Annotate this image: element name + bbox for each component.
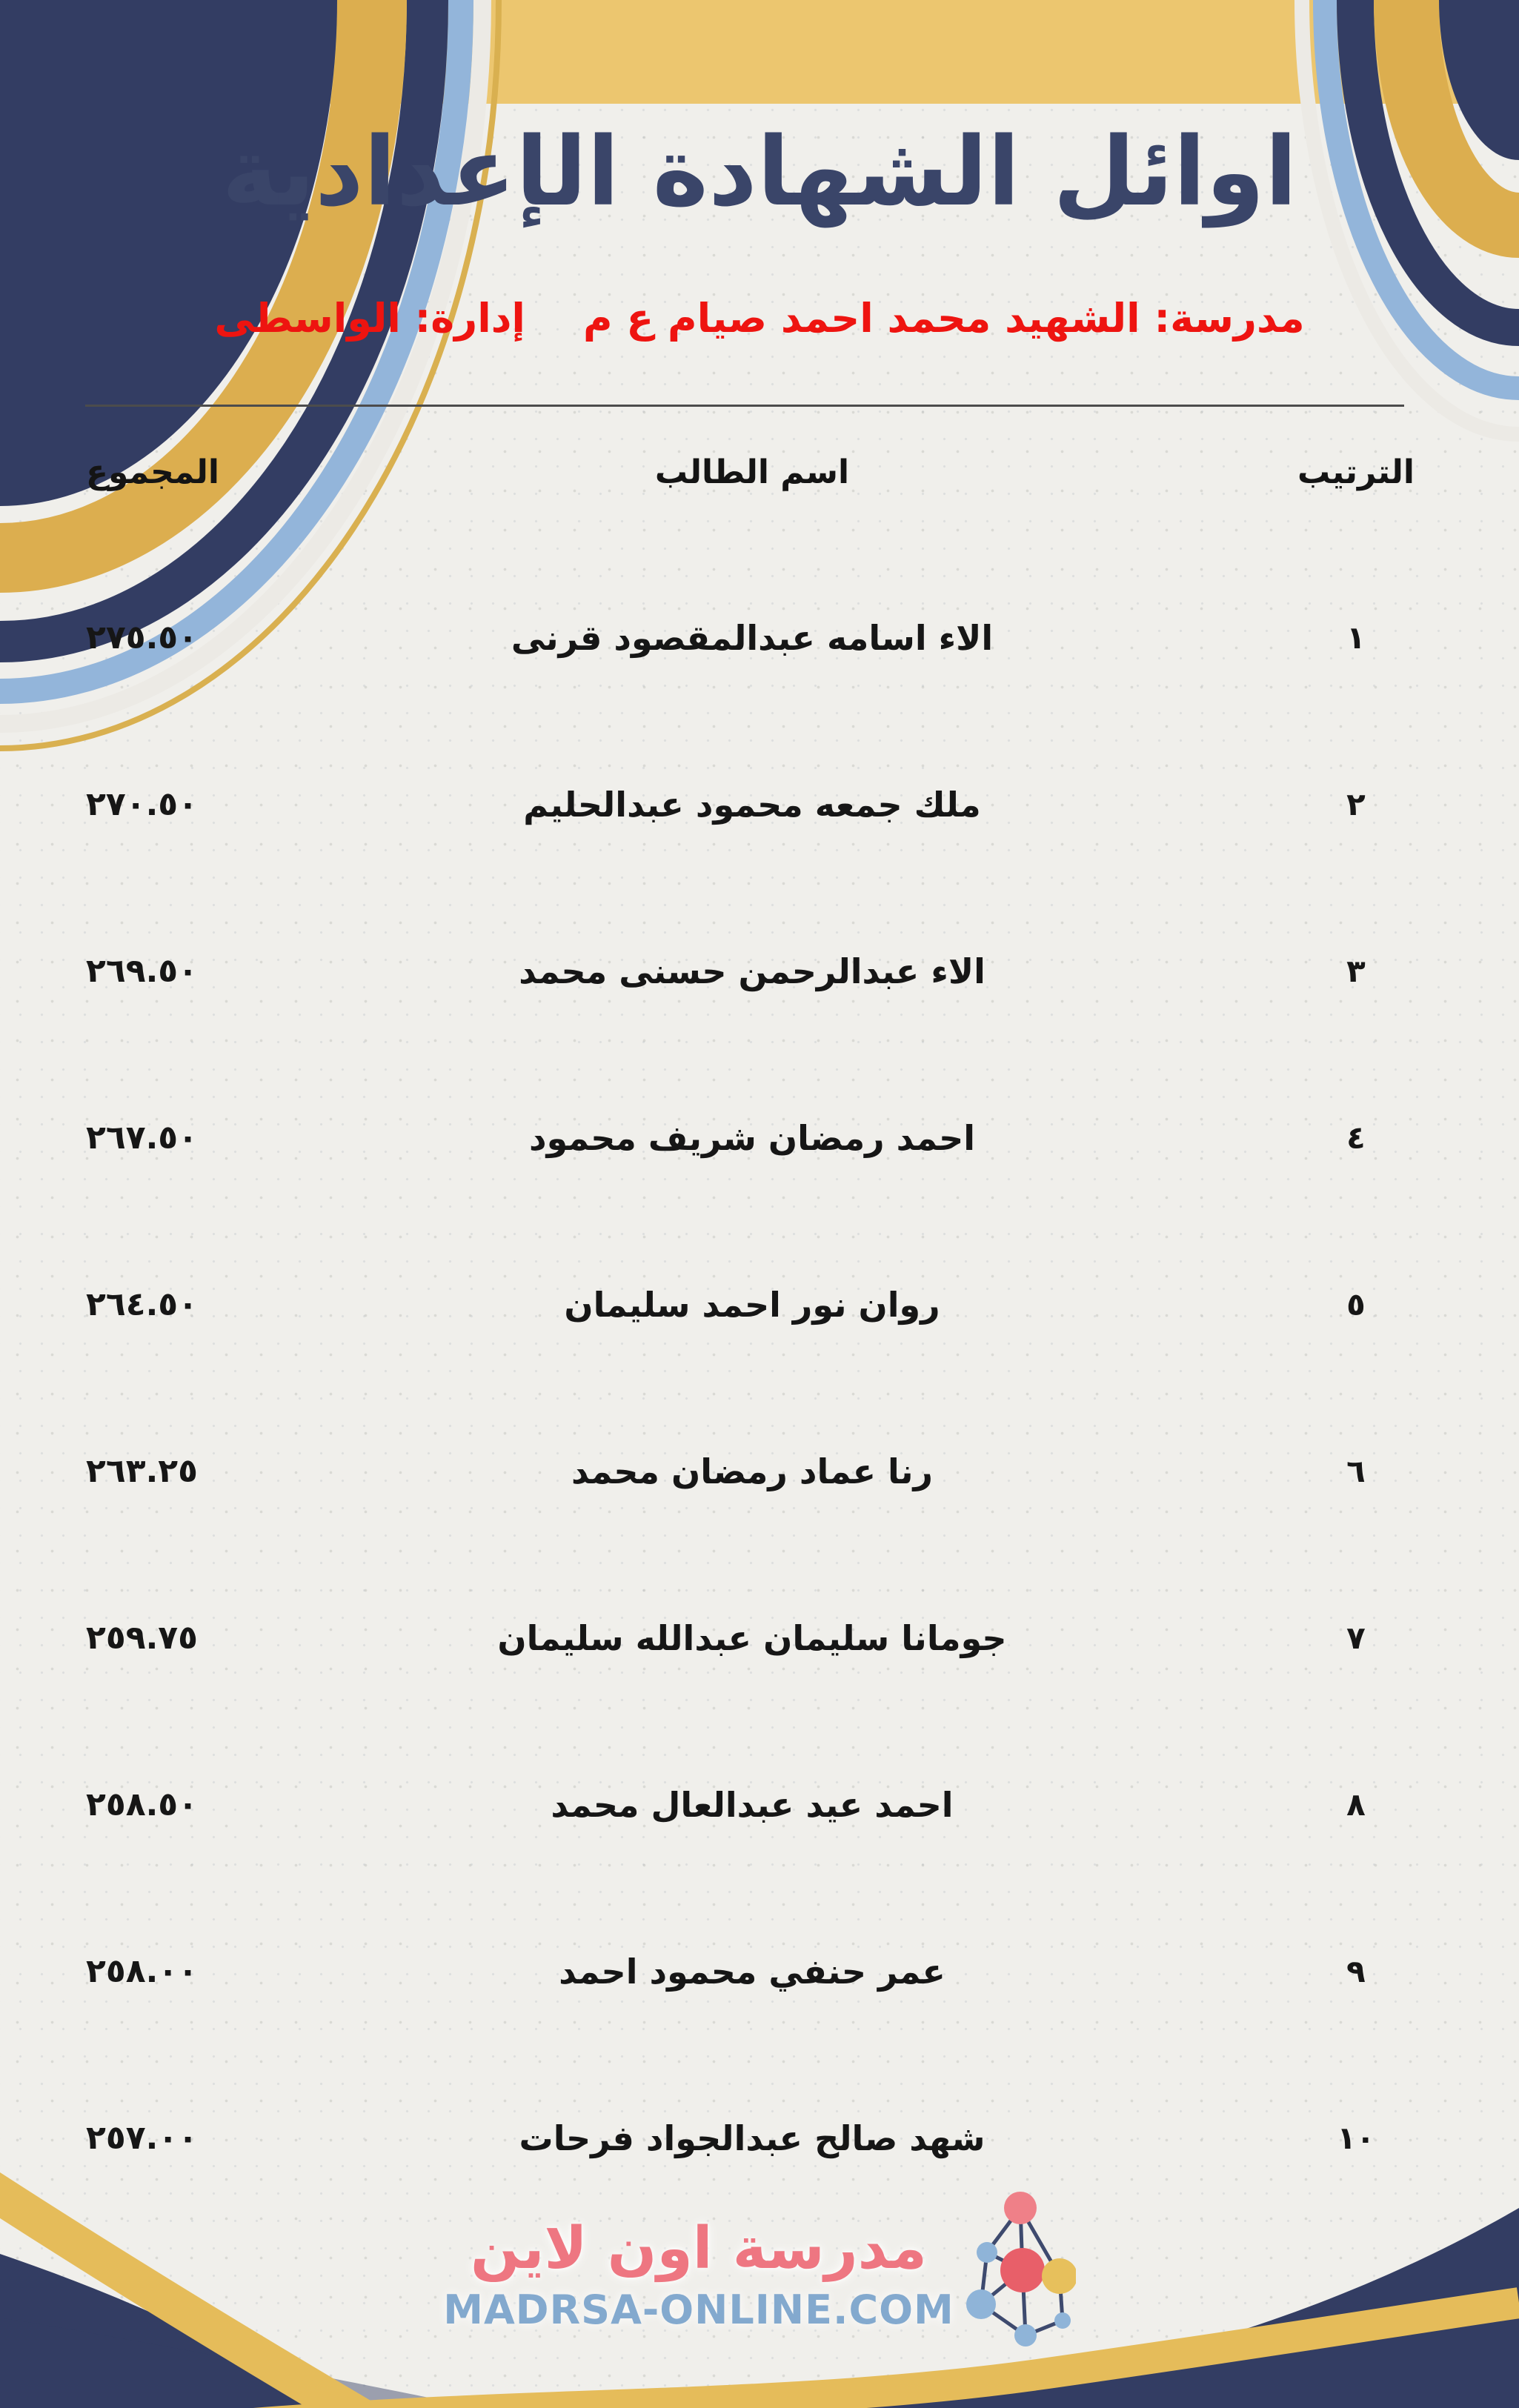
total-cell: ٢٦٤.٥٠	[86, 1286, 198, 1323]
rank-cell: ٦	[1346, 1453, 1366, 1489]
rank-cell: ١٠	[1337, 2120, 1375, 2156]
student-name-cell: رنا عماد رمضان محمد	[571, 1451, 934, 1491]
table-row	[0, 1388, 1519, 1554]
school-label: مدرسة: الشهيد محمد احمد صيام ع م	[582, 295, 1305, 342]
student-name-cell: الاء عبدالرحمن حسنى محمد	[519, 951, 985, 991]
rank-cell: ١	[1346, 619, 1366, 656]
table-row	[0, 1721, 1519, 1888]
logo-domain: MADRSA-ONLINE.COM	[443, 2286, 954, 2333]
rank-cell: ٣	[1346, 953, 1366, 989]
admin-label: إدارة: الواسطى	[214, 295, 525, 342]
network-icon	[965, 2187, 1076, 2361]
rank-cell: ٥	[1346, 1286, 1366, 1323]
total-cell: ٢٦٩.٥٠	[86, 952, 198, 990]
table-row	[0, 1554, 1519, 1721]
name-header: اسم الطالب	[654, 453, 850, 491]
student-name-cell: احمد عيد عبدالعال محمد	[551, 1784, 954, 1825]
total-cell: ٢٧٠.٥٠	[86, 785, 198, 823]
rank-cell: ٧	[1346, 1620, 1366, 1656]
table-row	[0, 1054, 1519, 1221]
rank-cell: ٩	[1346, 1953, 1366, 1989]
table-row	[0, 554, 1519, 721]
table-header	[0, 439, 1519, 505]
footer-logo	[0, 2187, 1519, 2361]
total-cell: ٢٥٨.٠٠	[86, 1952, 198, 1990]
total-cell: ٢٦٣.٢٥	[86, 1452, 198, 1490]
rank-cell: ٤	[1346, 1120, 1366, 1156]
total-cell: ٢٦٧.٥٠	[86, 1119, 198, 1157]
total-cell: ٢٥٨.٥٠	[86, 1786, 198, 1823]
student-name-cell: احمد رمضان شريف محمود	[528, 1117, 976, 1158]
total-cell: ٢٥٧.٠٠	[86, 2119, 198, 2157]
student-name-cell: روان نور احمد سليمان	[564, 1284, 940, 1325]
table-row	[0, 721, 1519, 888]
student-name-cell: جومانا سليمان عبدالله سليمان	[497, 1617, 1007, 1658]
results-table	[0, 554, 1519, 2221]
rank-cell: ٢	[1346, 786, 1366, 822]
total-header: المجموع	[86, 453, 219, 491]
table-row	[0, 1888, 1519, 2055]
header-divider	[85, 405, 1404, 407]
page-title: اوائل الشهادة الإعدادية	[222, 117, 1297, 227]
student-name-cell: شهد صالح عبدالجواد فرحات	[519, 2118, 985, 2158]
table-row	[0, 888, 1519, 1054]
logo-name: مدرسة اون لاين	[471, 2215, 927, 2282]
rank-header: الترتيب	[1297, 453, 1415, 491]
student-name-cell: الاء اسامه عبدالمقصود قرنى	[511, 617, 994, 658]
table-row	[0, 1221, 1519, 1388]
total-cell: ٢٧٥.٥٠	[86, 619, 198, 656]
subtitle	[0, 295, 1519, 342]
student-name-cell: ملك جمعه محمود عبدالحليم	[523, 784, 981, 825]
student-name-cell: عمر حنفي محمود احمد	[559, 1951, 945, 1992]
logo-text	[443, 2215, 954, 2333]
rank-cell: ٨	[1346, 1786, 1366, 1823]
total-cell: ٢٥٩.٧٥	[86, 1619, 198, 1657]
